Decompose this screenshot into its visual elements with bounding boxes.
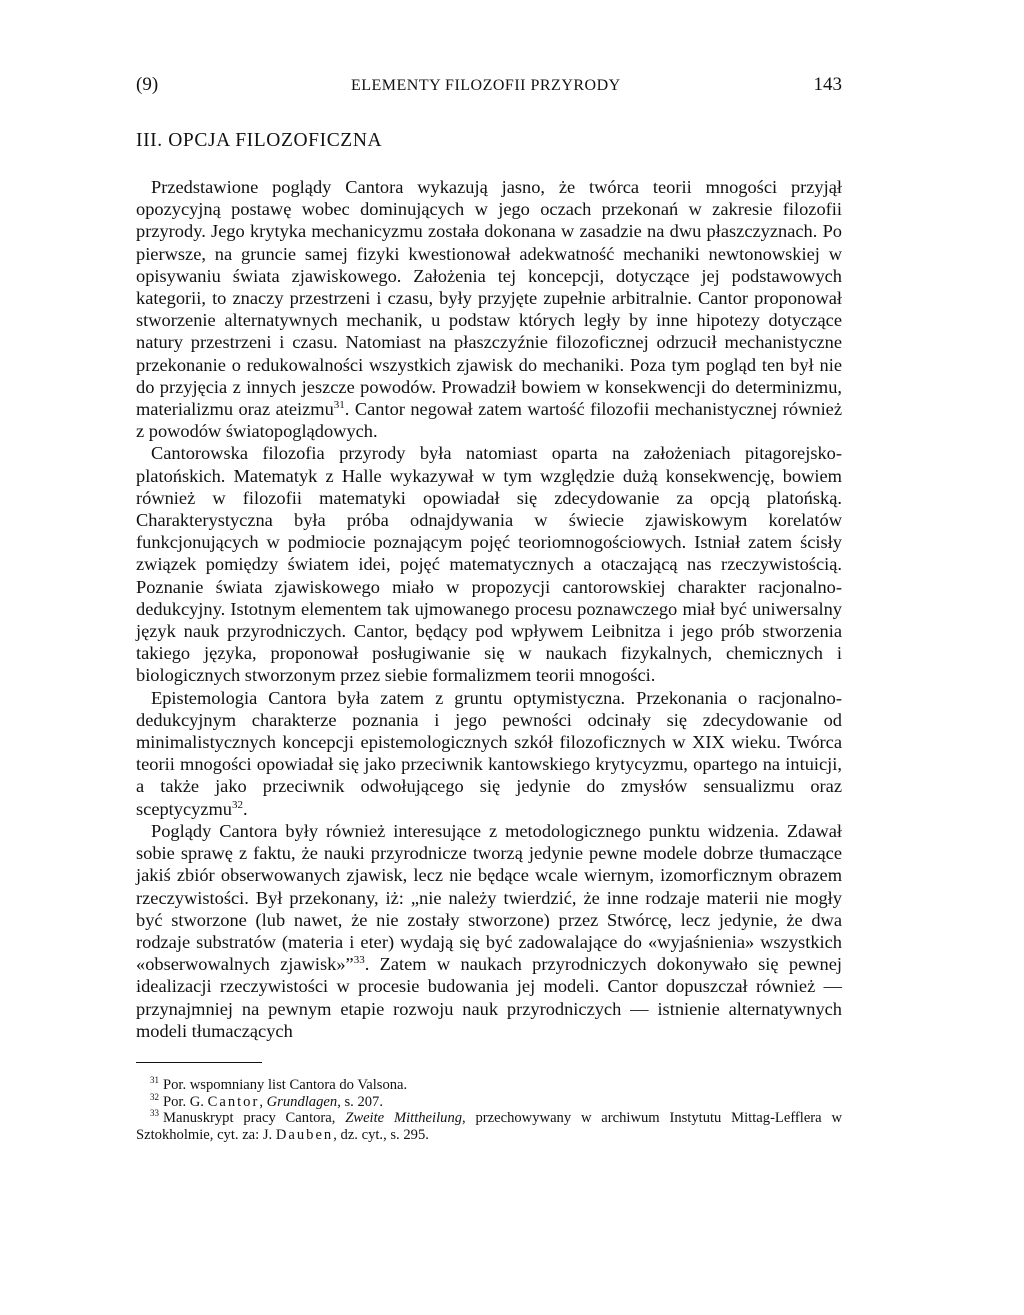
text-run: Manuskrypt pracy Cantora, (163, 1110, 346, 1127)
text-run: , dz. cyt., s. 295. (333, 1126, 429, 1143)
text-run: . Cantor negował zatem wartość filozofii mechanistycznej również z powodów światopoglądowych. (136, 399, 842, 442)
paragraph (136, 820, 842, 1042)
running-title: ELEMENTY FILOZOFII PRZYRODY (350, 77, 621, 94)
author-name: Cantor (207, 1093, 260, 1110)
body-text (136, 176, 842, 1042)
text-run: Por. G. (163, 1093, 208, 1110)
footnote-ref: 32 (232, 798, 244, 811)
footnote-number: 33 (150, 1108, 159, 1119)
italic-title: Grundlagen (266, 1093, 338, 1110)
section-number: (9) (136, 74, 159, 95)
text-run: . (243, 798, 248, 819)
page-number: 143 (813, 74, 842, 95)
paragraph (136, 176, 842, 442)
page (136, 74, 842, 1143)
text-run: Por. wspomniany list Cantora do Valsona. (163, 1076, 408, 1093)
text-run: , (259, 1093, 267, 1110)
text-run: , przechowywany w archiwum Instytutu Mittag-Lefflera w Sztokholmie, cyt. za: J. (136, 1110, 842, 1143)
footnote-ref: 31 (333, 398, 345, 411)
footnote (136, 1110, 842, 1143)
running-header (136, 74, 842, 104)
footnote-ref: 33 (353, 953, 365, 966)
footnote-number: 31 (150, 1075, 159, 1086)
italic-title: Zweite Mittheilung (345, 1110, 463, 1127)
text-run: Cantorowska filozofia przyrody była natomiast oparta na założeniach pitagorejsko-platońskich. Matematyk z Halle wykazywał w tym względzie dużą konsekwencję, bowiem również w filozofii matematyki opowiadał się zdecydowanie za opcją platońską. Charakterystyczna była próba odnajdywania w świecie zjawiskowym korelatów funkcjonujących w podmiocie poznającym pojęć teoriomnogościowych. Istniał zatem ścisły związek pomiędzy światem idei, pojęć matematycznych a otaczającą nas rzeczywistością. Poznanie świata zjawiskowego miało w propozycji cantorowskiej charakter racjonalno-dedukcyjny. Istotnym elementem tak ujmowanego procesu poznawczego miał być uniwersalny język nauk przyrodniczych. Cantor, będący pod wpływem Leibnitza i jego prób stworzenia takiego języka, proponował posługiwanie się w naukach fizykalnych, chemicznych i biologicznych stworzonym przez siebie formalizmem teorii mnogości. (136, 443, 842, 686)
author-name: Dauben (275, 1126, 334, 1143)
text-run: . Zatem w naukach przyrodniczych dokonywało się pewnej idealizacji rzeczywistości w procesie budowania jej modeli. Cantor dopuszczał również — przynajmniej na pewnym etapie rozwoju nauk przyrodniczych — istnienie alternatywnych modeli tłumaczących (136, 954, 842, 1041)
paragraph (136, 442, 842, 686)
section-title: III. OPCJA FILOZOFICZNA (136, 130, 383, 151)
footnote-divider (136, 1062, 262, 1063)
text-run: Poglądy Cantora były również interesujące z metodologicznego punktu widzenia. Zdawał sobie sprawę z faktu, że nauki przyrodnicze tworzą jedynie pewne modele dobrze tłumaczące jakiś zbiór obserwowanych zjawisk, lecz nie będące wcale wiernym, izomorficznym obrazem rzeczywistości. Był przekonany, iż: „nie należy twierdzić, że inne rodzaje materii nie mogły być stworzone (lub nawet, że nie zostały stworzone) przez Stwórcę, lecz jedynie, że dwa rodzaje substratów (materia i eter) wydają się być zadowalające do «wyjaśnienia» wszystkich «obserwowalnych zjawisk»” (136, 820, 842, 975)
text-run: , s. 207. (337, 1093, 383, 1110)
footnote-number: 32 (150, 1091, 159, 1102)
footnote (136, 1091, 842, 1111)
text-run: Epistemologia Cantora była zatem z gruntu optymistyczna. Przekonania o racjonalno-dedukcyjnym charakterze poznania i jego pewności odcinały się zdecydowanie od minimalistycznych koncepcji epistemologicznych szkół filozoficznych w XIX wieku. Twórca teorii mnogości opowiadał się jako przeciwnik kantowskiego krytycyzmu, opartego na intuicji, a także jako przeciwnik odwołującego się jedynie do zmysłów sensualizmu oraz sceptycyzmu (136, 687, 842, 819)
text-run: Przedstawione poglądy Cantora wykazują jasno, że twórca teorii mnogości przyjął opozycyjną postawę wobec dominujących w jego oczach przekonań w zakresie filozofii przyrody. Jego krytyka mechanicyzmu została dokonana w zasadzie na dwu płaszczyznach. Po pierwsze, na gruncie samej fizyki kwestionował adekwatność mechaniki newtonowskiej w opisywaniu świata zjawiskowego. Założenia tej koncepcji, dotyczące jej podstawowych kategorii, to znaczy przestrzeni i czasu, były przyjęte zupełnie arbitralnie. Cantor proponował stworzenie alternatywnych mechanik, u podstaw których legły by inne hipotezy dotyczące natury przestrzeni i czasu. Natomiast na płaszczyźnie filozoficznej odrzucił mechanistyczne przekonanie o redukowalności wszystkich zjawisk do mechaniki. Poza tym pogląd ten był nie do przyjęcia z innych jeszcze powodów. Prowadził bowiem w konsekwencji do determinizmu, materializmu oraz ateizmu (136, 177, 842, 420)
footnotes (136, 1077, 842, 1143)
paragraph (136, 687, 842, 820)
footnote (136, 1077, 842, 1094)
